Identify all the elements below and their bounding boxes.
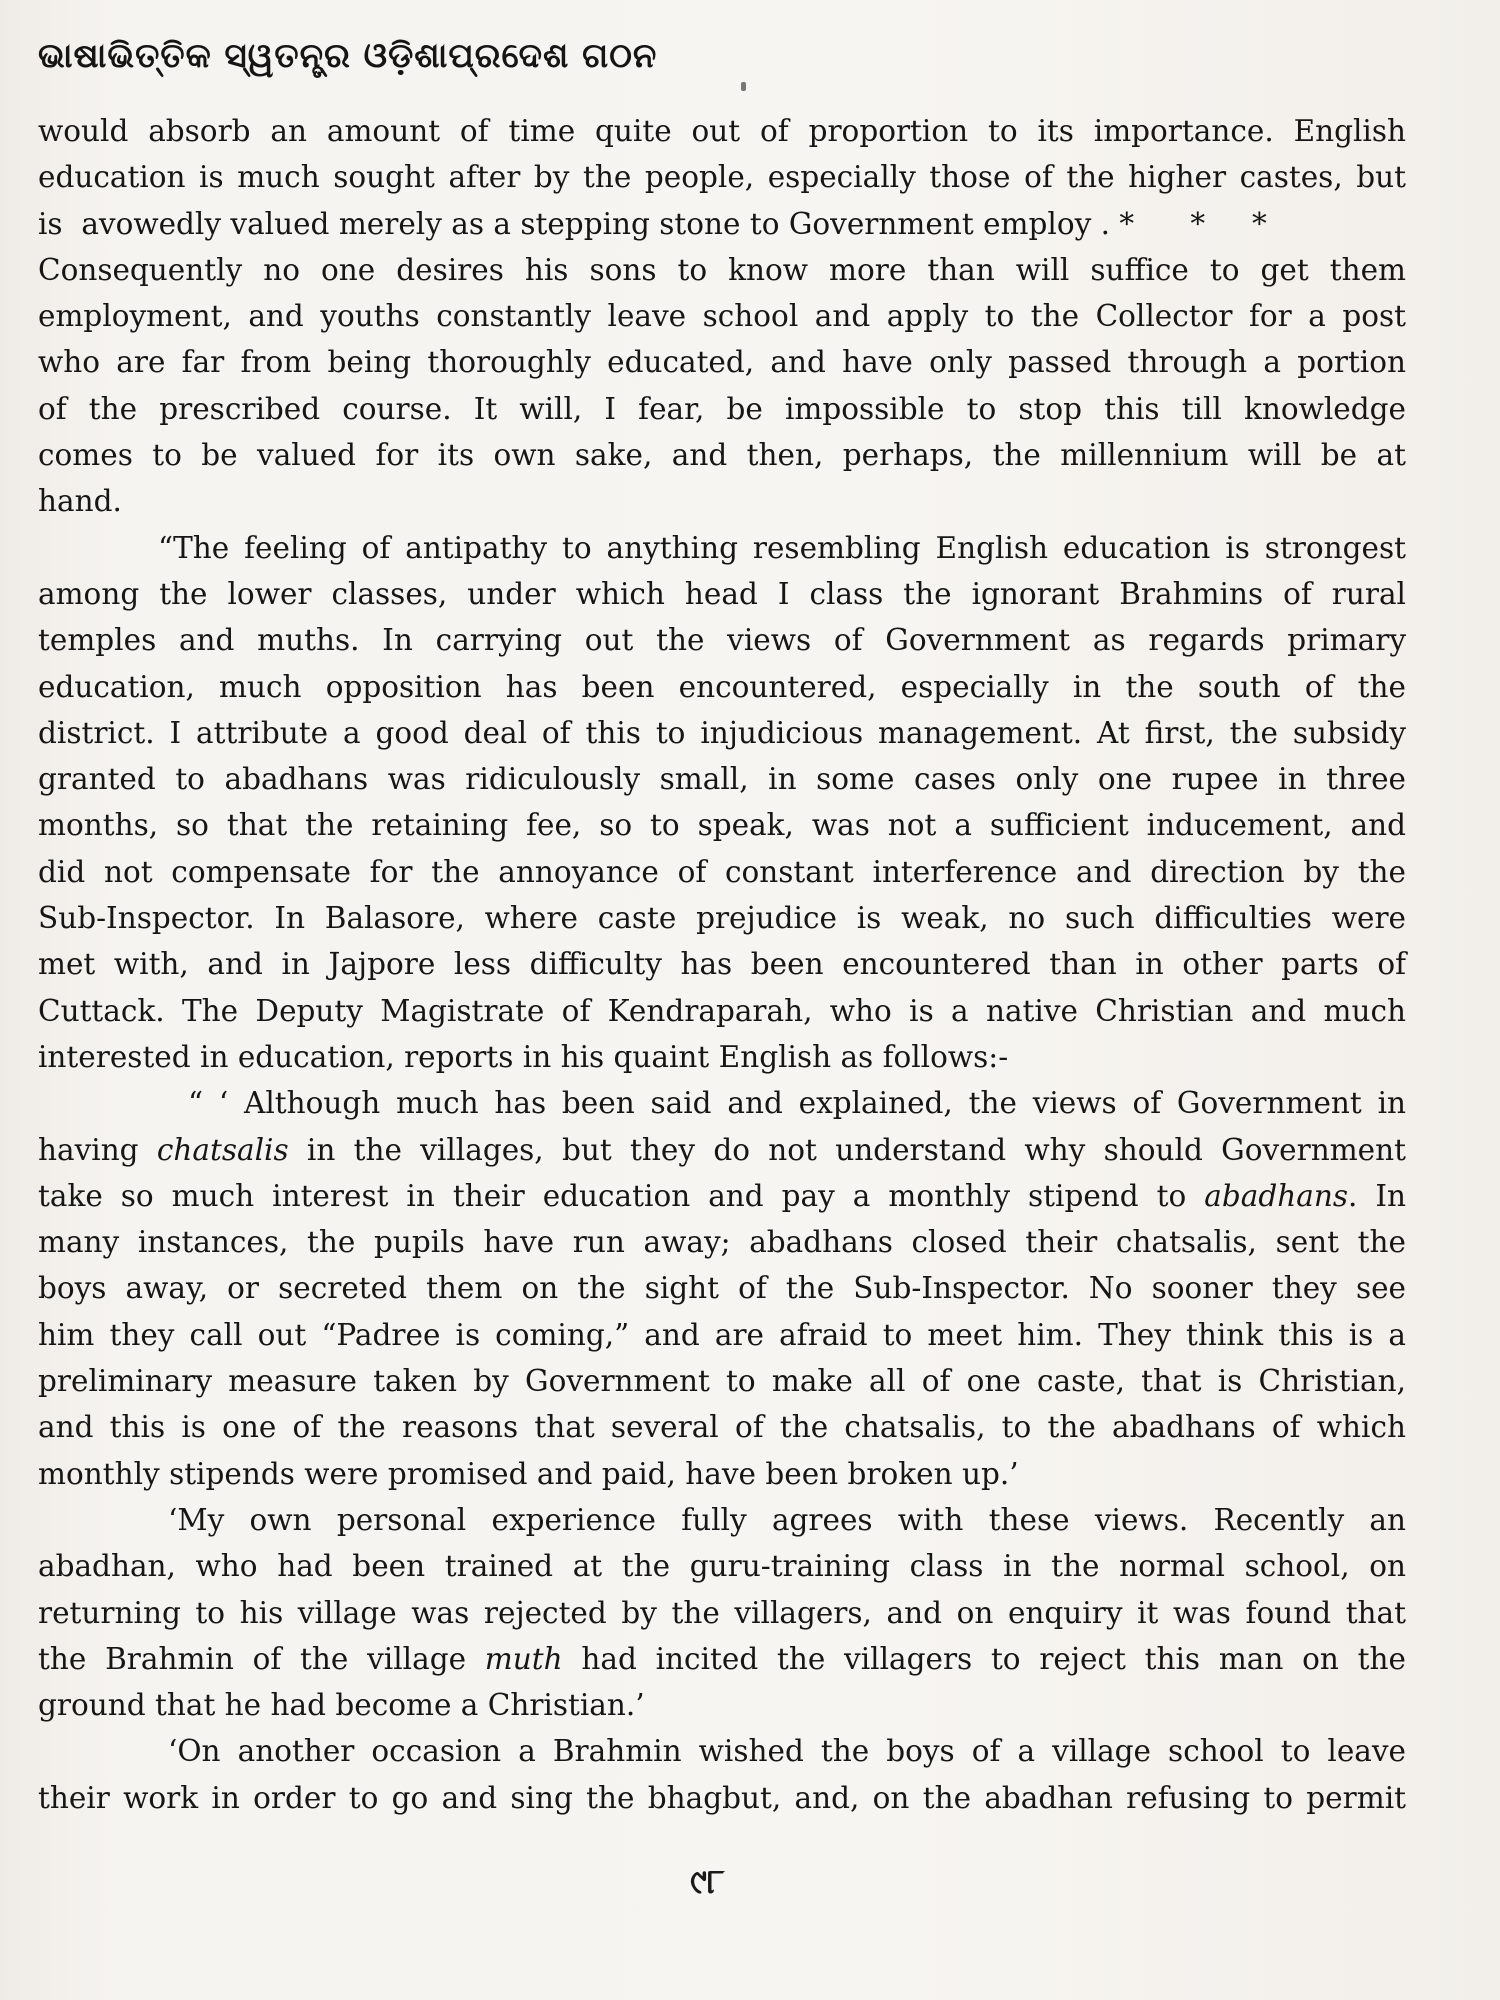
text-line: is avowedly valued merely as a stepping stone to Government employ . * * * bbox=[38, 206, 1267, 241]
text-line bbox=[38, 1127, 1406, 1173]
italic-term: chatsalis bbox=[156, 1132, 289, 1167]
text-run: the Brahmin of the village bbox=[38, 1641, 485, 1676]
text-line: months, so that the retaining fee, so to speak, was not a sufficient inducement, and bbox=[38, 808, 1406, 843]
text-line: many instances, the pupils have run away; abadhans closed their chatsalis, sent the bbox=[38, 1225, 1406, 1260]
text-line: ground that he had become a Christian.’ bbox=[38, 1688, 645, 1723]
page-number: ୯୮ bbox=[690, 1862, 725, 1902]
text-line: “The feeling of antipathy to anything resembling English education is strongest bbox=[158, 530, 1406, 565]
text-line: abadhan, who had been trained at the guru-training class in the normal school, on bbox=[38, 1549, 1406, 1584]
text-line: Consequently no one desires his sons to know more than will suffice to get them bbox=[38, 252, 1406, 287]
text-run: having bbox=[38, 1132, 157, 1167]
text-run: take so much interest in their education and pay a monthly stipend to bbox=[38, 1178, 1205, 1213]
text-line: their work in order to go and sing the bhagbut, and, on the abadhan refusing to permit bbox=[38, 1780, 1406, 1815]
text-line: preliminary measure taken by Government to make all of one caste, that is Christian, bbox=[38, 1364, 1406, 1399]
text-run: . In bbox=[1347, 1178, 1406, 1213]
text-line: “ ‘ Although much has been said and explained, the views of Government in bbox=[188, 1086, 1406, 1121]
ink-speck bbox=[741, 82, 746, 91]
body-text bbox=[38, 108, 1406, 1821]
text-line: comes to be valued for its own sake, and then, perhaps, the millennium will be at bbox=[38, 438, 1406, 473]
text-line: would absorb an amount of time quite out of proportion to its importance. English bbox=[38, 114, 1406, 148]
text-line: him they call out “Padree is coming,” and are afraid to meet him. They think this is a bbox=[38, 1317, 1406, 1352]
text-line: Sub-Inspector. In Balasore, where caste prejudice is weak, no such difficulties were bbox=[38, 901, 1406, 936]
text-line: among the lower classes, under which head I class the ignorant Brahmins of rural bbox=[38, 576, 1406, 611]
text-line: ‘On another occasion a Brahmin wished the boys of a village school to leave bbox=[168, 1734, 1406, 1769]
text-line bbox=[38, 1173, 1406, 1219]
text-line: district. I attribute a good deal of this to injudicious management. At first, the subsidy bbox=[38, 715, 1406, 750]
text-line: ‘My own personal experience fully agrees with these views. Recently an bbox=[168, 1502, 1406, 1537]
text-line: education is much sought after by the people, especially those of the higher castes, but bbox=[38, 160, 1406, 195]
text-line: granted to abadhans was ridiculously small, in some cases only one rupee in three bbox=[38, 762, 1406, 797]
text-line: did not compensate for the annoyance of constant interference and direction by the bbox=[38, 854, 1406, 889]
text-line: interested in education, reports in his quaint English as follows:- bbox=[38, 1039, 1009, 1074]
text-line: hand. bbox=[38, 484, 122, 519]
italic-term: muth bbox=[484, 1641, 563, 1676]
text-line bbox=[38, 1636, 1406, 1682]
text-line: returning to his village was rejected by the villagers, and on enquiry it was found that bbox=[38, 1595, 1406, 1630]
text-line: monthly stipends were promised and paid, have been broken up.’ bbox=[38, 1456, 1019, 1491]
text-run: in the villages, but they do not understand why should Government bbox=[288, 1132, 1406, 1167]
text-run: had incited the villagers to reject this man on the bbox=[562, 1641, 1406, 1676]
text-line: who are far from being thoroughly educated, and have only passed through a portion bbox=[38, 345, 1406, 380]
running-header: ଭାଷାଭିତ୍ତିକ ସ୍ୱତନ୍ତ୍ର ଓଡ଼ିଶାପ୍ରଦେଶ ଗଠନ bbox=[38, 36, 658, 76]
italic-term: abadhans bbox=[1204, 1178, 1348, 1213]
text-line: employment, and youths constantly leave school and apply to the Collector for a post bbox=[38, 299, 1406, 334]
text-line: education, much opposition has been encountered, especially in the south of the bbox=[38, 669, 1406, 704]
text-line: Cuttack. The Deputy Magistrate of Kendraparah, who is a native Christian and much bbox=[38, 993, 1406, 1028]
text-line: and this is one of the reasons that several of the chatsalis, to the abadhans of which bbox=[38, 1410, 1406, 1445]
text-line: of the prescribed course. It will, I fear, be impossible to stop this till knowledge bbox=[38, 391, 1406, 426]
text-line: boys away, or secreted them on the sight of the Sub-Inspector. No sooner they see bbox=[38, 1271, 1406, 1306]
text-line: temples and muths. In carrying out the views of Government as regards primary bbox=[38, 623, 1406, 658]
text-line: met with, and in Jajpore less difficulty has been encountered than in other parts of bbox=[38, 947, 1406, 982]
